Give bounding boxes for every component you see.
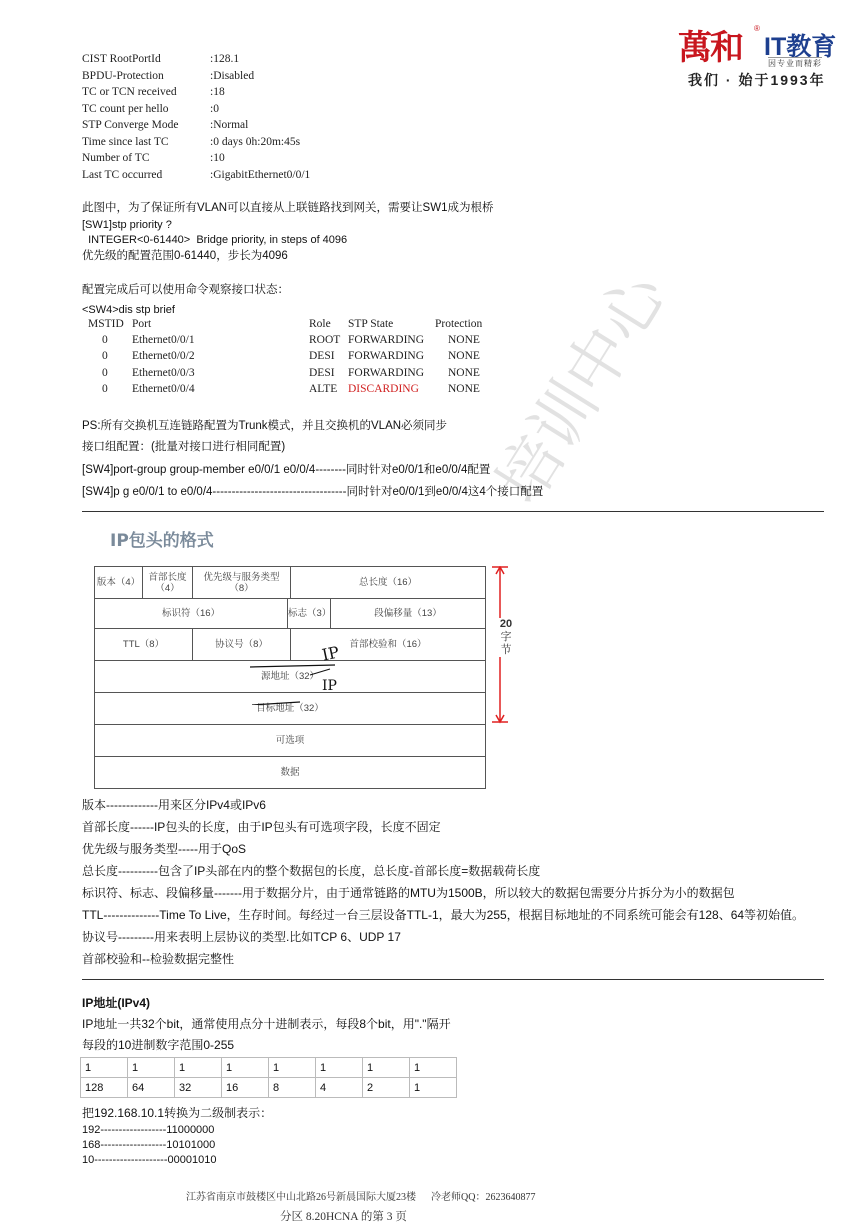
brief-cell-mstid: 0 xyxy=(102,334,108,346)
divider-2 xyxy=(82,979,824,980)
brief-cell-role: ROOT xyxy=(309,334,341,346)
col-header-port: Port xyxy=(132,318,152,330)
col-header-protection: Protection xyxy=(435,318,483,330)
field-note: TTL--------------Time To Live，生存时间。每经过一台三层设备TTL-1，最大为255，根据目标地址的不同系统可能会有128、64等初始值。 xyxy=(82,908,805,922)
bit-cell: 2 xyxy=(363,1078,410,1098)
bit-cell: 32 xyxy=(175,1078,222,1098)
brief-row xyxy=(82,334,522,350)
field-version: 版本（4） xyxy=(94,566,143,599)
stp-info-label: TC count per hello xyxy=(82,102,169,115)
field-note: 首部长度------IP包头的长度，由于IP包头有可选项字段，长度不固定 xyxy=(82,820,441,834)
brief-cell-port: Ethernet0/0/1 xyxy=(132,334,195,346)
stp-info-value: :128.1 xyxy=(210,53,240,65)
brief-cell-port: Ethernet0/0/2 xyxy=(132,350,195,363)
field-note: 优先级与服务类型-----用于QoS xyxy=(82,842,246,856)
conversion-line: 192------------------11000000 xyxy=(82,1124,215,1136)
field-fragment-offset: 段偏移量（13） xyxy=(330,598,486,629)
brief-cell-protection: NONE xyxy=(448,334,480,346)
stp-info-label: Number of TC xyxy=(82,152,150,164)
ps-note: PS:所有交换机互连链路配置为Trunk模式，并且交换机的VLAN必须同步 xyxy=(82,420,448,432)
ip-header-title: IP包头的格式 xyxy=(110,531,214,551)
bit-cell: 1 xyxy=(316,1058,363,1078)
bit-cell: 1 xyxy=(363,1058,410,1078)
stp-info-value: :GigabitEthernet0/0/1 xyxy=(210,168,311,181)
brief-cell-role: DESI xyxy=(309,350,335,363)
field-checksum: 首部校验和（16） xyxy=(290,628,486,661)
brief-cell-role: DESI xyxy=(309,366,335,379)
convert-title: 把192.168.10.1转换为二级制表示： xyxy=(82,1106,273,1120)
footer-address: 江苏省南京市鼓楼区中山北路26号新晨国际大厦23楼 冷老师QQ：2623640877 xyxy=(186,1192,536,1203)
bit-cell: 1 xyxy=(222,1058,269,1078)
handwritten-ip-2: IP xyxy=(322,678,337,694)
field-ttl: TTL（8） xyxy=(94,628,193,661)
stp-info-label: STP Converge Mode xyxy=(82,119,179,131)
field-protocol: 协议号（8） xyxy=(192,628,291,661)
brief-cell-mstid: 0 xyxy=(102,350,108,363)
logo xyxy=(678,22,848,92)
bit-value-table xyxy=(80,1057,457,1098)
field-tos: 优先级与服务类型 （8） xyxy=(192,566,291,599)
stp-info-value: :0 days 0h:20m:45s xyxy=(210,135,301,148)
logo-subtitle: 因专业而精彩 xyxy=(768,59,822,68)
bit-cell: 128 xyxy=(81,1078,128,1098)
portgroup-cmd2: [SW4]p g e0/0/1 to e0/0/4-----------------------------------同时针对e0/0/1到e0/0/4这4个接口配置 xyxy=(82,486,544,498)
handwritten-marks xyxy=(240,645,380,705)
brief-cell-port: Ethernet0/0/3 xyxy=(132,366,195,379)
bit-cell: 1 xyxy=(269,1058,316,1078)
ip-header-diagram xyxy=(90,520,530,790)
field-identification: 标识符（16） xyxy=(94,598,288,629)
bit-cell: 1 xyxy=(410,1078,457,1098)
bit-cell: 4 xyxy=(316,1078,363,1098)
logo-registered: ® xyxy=(754,24,760,33)
field-src: 源地址（32） xyxy=(94,660,486,693)
priority-range-note: 优先级的配置范围0-61440，步长为4096 xyxy=(82,250,288,262)
field-note: 协议号---------用来表明上层协议的类型.比如TCP 6、UDP 17 xyxy=(82,930,401,944)
logo-brand-it: IT教育 xyxy=(764,33,837,61)
field-data: 数据 xyxy=(94,756,486,789)
portgroup-cmd1: [SW4]port-group group-member e0/0/1 e0/0/4--------同时针对e0/0/1和e0/0/4配置 xyxy=(82,464,491,476)
conversion-line: 168------------------10101000 xyxy=(82,1139,216,1151)
stp-info-value: :Normal xyxy=(210,119,249,131)
bit-cell: 8 xyxy=(269,1078,316,1098)
ipv4-desc2: 每段的10进制数字范围0-255 xyxy=(82,1038,235,1052)
bit-cell: 64 xyxy=(128,1078,175,1098)
bit-cell: 1 xyxy=(128,1058,175,1078)
root-bridge-note: 此图中，为了保证所有VLAN可以直接从上联链路找到网关，需要让SW1成为根桥 xyxy=(82,202,494,214)
brief-cell-mstid: 0 xyxy=(102,382,108,395)
field-flags: 标志（3） xyxy=(287,598,331,629)
bit-cell: 1 xyxy=(81,1058,128,1078)
brief-row xyxy=(82,383,522,399)
stp-brief-table xyxy=(82,318,522,400)
stp-info-label: BPDU-Protection xyxy=(82,69,164,82)
field-note: 标识符、标志、段偏移量-------用于数据分片，由于通常链路的MTU为1500B，所以较大的数据包需要分片拆分为小的数据包 xyxy=(82,886,735,900)
logo-brand-cn: 萬和 xyxy=(678,28,742,68)
brief-cell-state: FORWARDING xyxy=(348,334,425,346)
field-total-length: 总长度（16） xyxy=(290,566,486,599)
cmd-priority: [SW1]stp priority ? xyxy=(82,219,172,231)
col-header-mstid: MSTID xyxy=(88,318,124,330)
brief-cell-protection: NONE xyxy=(448,350,480,363)
field-note: 首部校验和--检验数据完整性 xyxy=(82,952,234,966)
bit-cell: 1 xyxy=(410,1058,457,1078)
field-ihl: 首部长度 （4） xyxy=(142,566,193,599)
stp-info-label: Last TC occurred xyxy=(82,168,163,181)
bit-cell: 1 xyxy=(175,1058,222,1078)
observe-note: 配置完成后可以使用命令观察接口状态： xyxy=(82,284,289,296)
stp-info-value: :Disabled xyxy=(210,69,255,82)
col-header-role: Role xyxy=(309,318,331,330)
stp-info-label: CIST RootPortId xyxy=(82,53,161,65)
size-label: 20 字 节 xyxy=(495,618,517,657)
brief-cell-protection: NONE xyxy=(448,382,480,395)
ipv4-title: IP地址(IPv4) xyxy=(82,996,151,1010)
field-note: 总长度----------包含了IP头部在内的整个数据包的长度，总长度-首部长度=数据载荷长度 xyxy=(82,864,541,878)
portgroup-title: 接口组配置：(批量对接口进行相同配置) xyxy=(82,441,286,453)
col-header-state: STP State xyxy=(348,318,394,330)
brief-row xyxy=(82,350,522,366)
brief-cell-mstid: 0 xyxy=(102,366,108,379)
brief-cell-state: FORWARDING xyxy=(348,366,425,379)
divider xyxy=(82,511,824,512)
cmd-brief: <SW4>dis stp brief xyxy=(82,304,175,316)
field-note: 版本-------------用来区分IPv4或IPv6 xyxy=(82,798,266,812)
field-options: 可选项 xyxy=(94,724,486,757)
stp-info-value: :18 xyxy=(210,86,225,98)
cmd-priority-help: INTEGER<0-61440> Bridge priority, in steps of 4096 xyxy=(82,234,348,246)
handwritten-ip-1: IP xyxy=(320,642,341,665)
brief-row xyxy=(82,367,522,383)
bit-cell: 16 xyxy=(222,1078,269,1098)
watermark: 培训中心 xyxy=(482,260,682,518)
logo-slogan: 我们 · 始于1993年 xyxy=(688,72,826,88)
brief-cell-protection: NONE xyxy=(448,366,480,379)
brief-cell-role: ALTE xyxy=(309,382,338,395)
conversions xyxy=(82,1123,216,1168)
footer-page: 分区 8.20HCNA 的第 3 页 xyxy=(280,1211,407,1223)
brief-cell-state: FORWARDING xyxy=(348,350,425,363)
bit-row xyxy=(81,1058,457,1078)
brief-cell-state: DISCARDING xyxy=(348,382,419,395)
conversion-line: 10--------------------00001010 xyxy=(82,1154,217,1166)
brief-cell-port: Ethernet0/0/4 xyxy=(132,382,195,395)
ipv4-desc1: IP地址一共32个bit，通常使用点分十进制表示，每段8个bit，用"."隔开 xyxy=(82,1017,451,1031)
stp-info-label: Time since last TC xyxy=(82,135,169,148)
stp-info-label: TC or TCN received xyxy=(82,86,177,98)
stp-info-value: :10 xyxy=(210,152,225,164)
field-notes xyxy=(82,797,804,973)
field-dst: 目标地址（32） xyxy=(94,692,486,725)
stp-info-value: :0 xyxy=(210,102,219,115)
bit-weight-row xyxy=(81,1078,457,1098)
